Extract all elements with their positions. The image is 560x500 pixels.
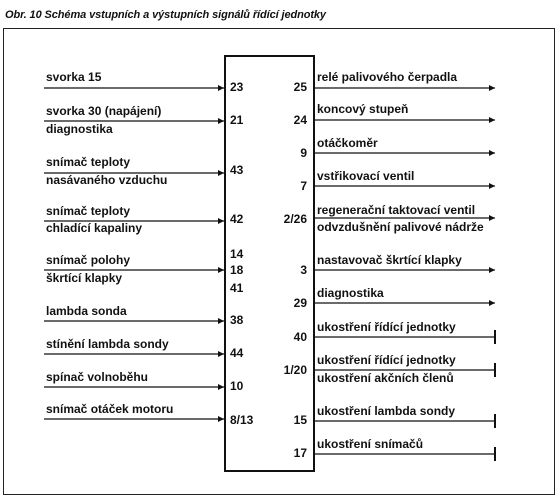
input-label: lambda sonda (46, 304, 127, 318)
output-label: regenerační taktovací ventil (317, 203, 476, 217)
input-label: snímač teploty (46, 204, 131, 218)
output-label: ukostření snímačů (317, 437, 424, 451)
input-label-line2: diagnostika (46, 122, 113, 136)
output-pin: 40 (293, 330, 307, 344)
input-pin: 21 (230, 113, 244, 127)
output-label-line2: ukostření akčních členů (317, 371, 454, 385)
figure-title: Obr. 10 Schéma vstupních a výstupních signálů řídící jednotky (5, 9, 326, 21)
input-pin: 43 (230, 163, 244, 177)
input-pin: 44 (230, 346, 244, 360)
input-label-line2: chladící kapaliny (46, 221, 143, 235)
input-pin: 18 (230, 263, 244, 277)
output-pin: 29 (293, 296, 307, 310)
output-label: ukostření řídící jednotky (317, 320, 456, 334)
output-pin: 17 (293, 446, 307, 460)
input-label: svorka 30 (napájení) (46, 104, 162, 118)
output-pin: 7 (300, 179, 307, 193)
output-pin: 9 (300, 146, 307, 160)
input-label: snímač polohy (46, 253, 131, 267)
output-label: relé palivového čerpadla (317, 70, 458, 84)
output-pin: 15 (293, 413, 307, 427)
output-label: otáčkoměr (317, 136, 378, 150)
input-label-line2: nasávaného vzduchu (46, 173, 168, 187)
output-label: koncový stupeň (317, 102, 409, 116)
input-label: snímač otáček motoru (46, 402, 174, 416)
output-pin: 24 (293, 113, 307, 127)
output-label: vstřikovací ventil (317, 169, 415, 183)
output-label: diagnostika (317, 286, 384, 300)
output-pin: 2/26 (283, 212, 307, 226)
input-pin: 41 (230, 281, 244, 295)
input-pin: 14 (230, 247, 244, 261)
input-label-line2: škrtící klapky (46, 271, 123, 285)
input-pin: 23 (230, 80, 244, 94)
input-label: svorka 15 (46, 70, 102, 84)
input-pin: 42 (230, 212, 244, 226)
output-pin: 25 (293, 80, 307, 94)
input-pin: 8/13 (230, 413, 254, 427)
output-label: ukostření řídící jednotky (317, 353, 456, 367)
output-label: ukostření lambda sondy (317, 404, 456, 418)
input-label: stínění lambda sondy (46, 337, 169, 351)
input-label: spínač volnoběhu (46, 370, 149, 384)
output-pin: 1/20 (283, 363, 307, 377)
input-label: snímač teploty (46, 155, 131, 169)
output-pin: 3 (300, 263, 307, 277)
output-label: nastavovač škrtící klapky (317, 253, 462, 267)
output-label-line2: odvzdušnění palivové nádrže (317, 220, 484, 234)
input-pin: 38 (230, 313, 244, 327)
input-pin: 10 (230, 379, 244, 393)
